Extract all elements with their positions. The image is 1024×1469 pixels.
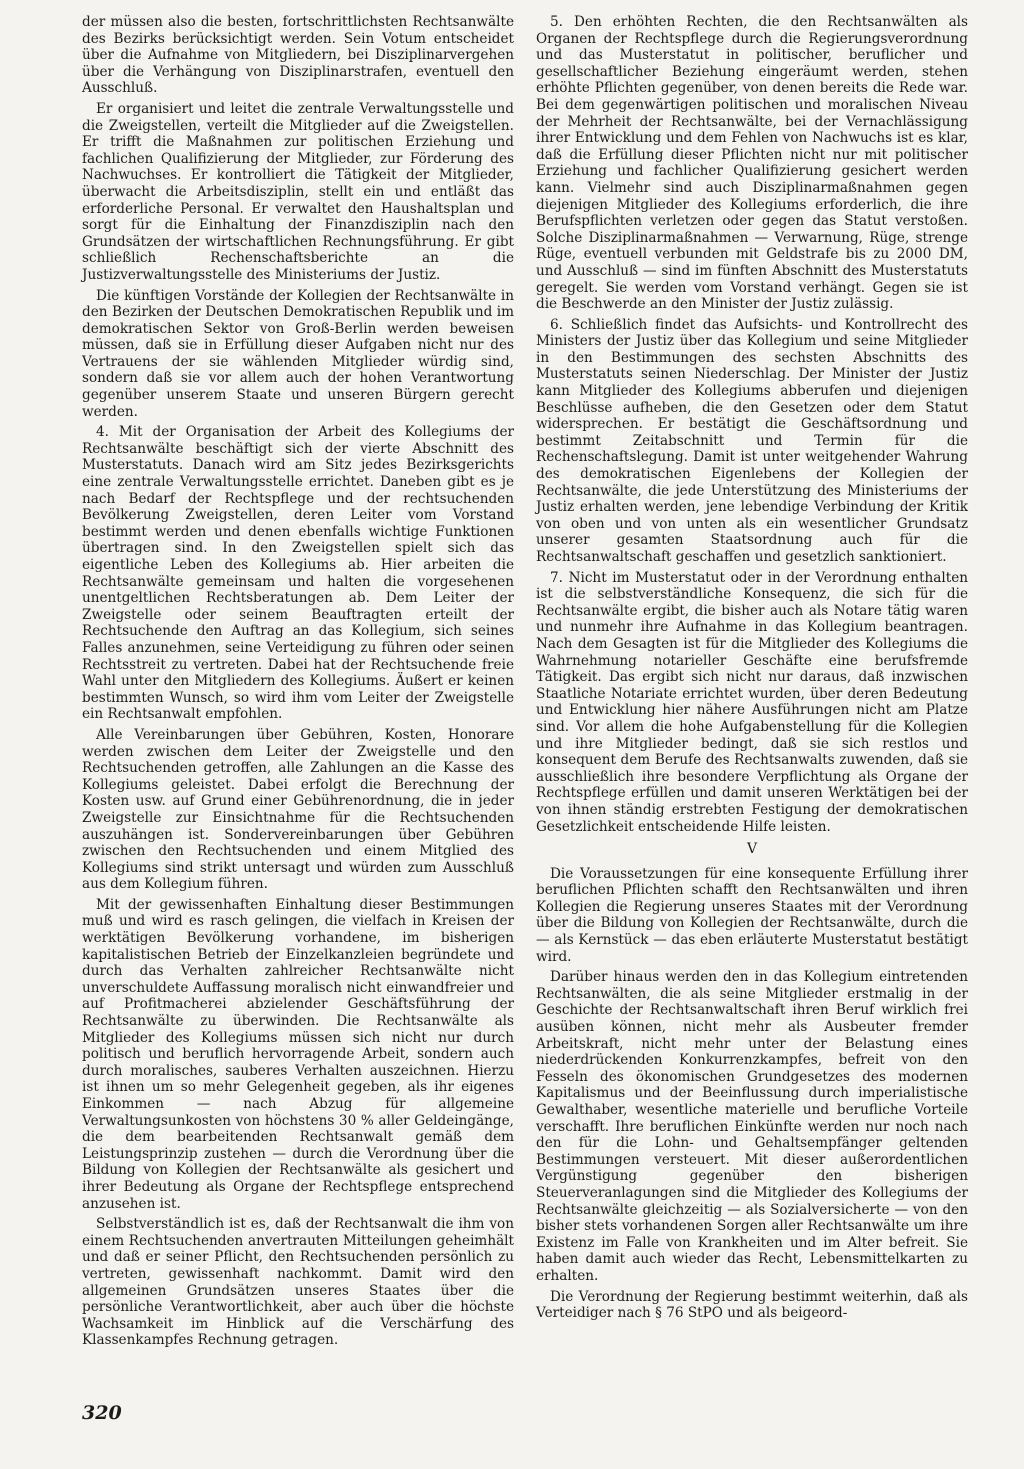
paragraph: 7. Nicht im Musterstatut oder in der Verordnung enthalten ist die selbstverständliche Konsequenz, die sich für die Rechtsanwälte ergibt, die bisher auch als Notare tätig waren und nunmehr ihre Aufnahme in das Kollegium beantragen. Nach dem Gesagten ist für die Mitglieder des Kollegiums die Wahrnehmung notarieller Geschäfte eine berufsfremde Tätigkeit. Das ergibt sich nicht nur daraus, daß inzwischen Staatliche Notariate errichtet wurden, über deren Bedeutung und Entwicklung hier nähere Ausführungen nicht am Platze sind. Vor allem die hohe Aufgabenstellung für die Kollegien und ihre Mitglieder bedingt, daß sie sich restlos und konsequent dem Berufe des Rechtsanwalts zuwenden, daß sie ausschließlich ihre besondere Verpflichtung als Organe der Rechtspflege erfüllen und damit unseren Werktätigen bei der von ihnen ständig erstrebten Festigung der demokratischen Gesetzlichkeit entscheidende Hilfe leisten.	[536, 569, 968, 835]
left-column	[82, 14, 514, 1353]
paragraph: Selbstverständlich ist es, daß der Rechtsanwalt die ihm von einem Rechtsuchenden anvertrauten Mitteilungen geheimhält und daß er seiner Pflicht, den Rechtsuchenden persönlich zu vertreten, gewissenhaft nachkommt. Damit wird den allgemeinen Grundsätzen unseres Staates über die persönliche Verantwortlichkeit, aber auch über die höchste Wachsamkeit im Hinblick auf die Verschärfung des Klassenkampfes Rechnung getragen.	[82, 1216, 514, 1349]
right-column	[536, 14, 968, 1326]
section-heading: V	[746, 841, 758, 858]
paragraph: 4. Mit der Organisation der Arbeit des Kollegiums der Rechtsanwälte beschäftigt sich der vierte Abschnitt des Musterstatuts. Danach wird am Sitz jedes Bezirksgerichts eine zentrale Verwaltungsstelle errichtet. Daneben gibt es je nach Bedarf der Rechtspflege und der rechtsuchenden Bevölkerung Zweigstellen, deren Leiter vom Vorstand bestimmt werden und denen ebenfalls wichtige Funktionen übertragen sind. In den Zweigstellen spielt sich das eigentliche Leben des Kollegiums ab. Hier arbeiten die Rechtsanwälte gemeinsam und halten die vorgesehenen unentgeltlichen Rechtsberatungen ab. Dem Leiter der Zweigstelle oder seinem Beauftragten erteilt der Rechtsuchende den Auftrag an das Kollegium, sich seines Falles anzunehmen, seine Verteidigung zu führen oder seinen Rechtsstreit zu vertreten. Dabei hat der Rechtsuchende freie Wahl unter den Mitgliedern des Kollegiums. Äußert er keinen bestimmten Wunsch, so wird ihm vom Leiter der Zweigstelle ein Rechtsanwalt empfohlen.	[82, 424, 514, 723]
paragraph: der müssen also die besten, fortschrittlichsten Rechtsanwälte des Bezirks berücksichtigt werden. Sein Votum entscheidet über die Aufnahme von Mitgliedern, bei Disziplinarvergehen über die Verhängung von Disziplinarstrafen, eventuell den Ausschluß.	[82, 14, 514, 97]
page-number: 320	[82, 1402, 122, 1424]
paragraph: Die Verordnung der Regierung bestimmt weiterhin, daß als Verteidiger nach § 76 StPO und als beigeord-	[536, 1288, 968, 1322]
paragraph: Er organisiert und leitet die zentrale Verwaltungsstelle und die Zweigstellen, verteilt die Mitglieder auf die Zweigstellen. Er trifft die Maßnahmen zur politischen Erziehung und fachlichen Qualifizierung der Mitglieder, zur Förderung des Nachwuchses. Er kontrolliert die Tätigkeit der Mitglieder, überwacht die Arbeitsdisziplin, stellt ein und entläßt das erforderliche Personal. Er verwaltet den Haushaltsplan und sorgt für die Einhaltung der Finanzdisziplin nach den Grundsätzen der wirtschaftlichen Rechnungsführung. Er gibt schließlich Rechenschaftsberichte an die Justizverwaltungsstelle des Ministeriums der Justiz.	[82, 100, 514, 283]
paragraph: Alle Vereinbarungen über Gebühren, Kosten, Honorare werden zwischen dem Leiter der Zweigstelle und den Rechtsuchenden getroffen, alle Zahlungen an die Kasse des Kollegiums geleistet. Dabei erfolgt die Berechnung der Kosten usw. auf Grund einer Gebührenordnung, die in jeder Zweigstelle zur Einsichtnahme für die Rechtsuchenden auszuhängen ist. Sondervereinbarungen über Gebühren zwischen den Rechtsuchenden und einem Mitglied des Kollegiums sind strikt untersagt und würden zum Ausschluß aus dem Kollegium führen.	[82, 726, 514, 893]
paragraph: Darüber hinaus werden den in das Kollegium eintretenden Rechtsanwälten, die als seine Mitglieder erstmalig in der Geschichte der Rechtsanwaltschaft ihren Beruf wirklich frei ausüben können, nicht mehr als Ausbeuter fremder Arbeitskraft, nicht mehr unter der Belastung eines niederdrückenden Konkurrenzkampfes, befreit von den Fesseln des ökonomischen Grundgesetzes des modernen Kapitalismus und der Beeinflussung durch imperialistische Gewalthaber, wesentliche materielle und berufliche Vorteile verschafft. Ihre beruflichen Einkünfte werden nur noch nach den für die Lohn- und Gehaltsempfänger geltenden Bestimmungen versteuert. Mit dieser außerordentlichen Vergünstigung gegenüber den bisherigen Steuerveranlagungen sind die Mitglieder des Kollegiums der Rechtsanwälte gleichzeitig — als Sozialversicherte — von den bisher stets vorhandenen Sorgen aller Rechtsanwälte um ihre Existenz im Falle von Krankheiten und im Alter befreit. Sie haben damit auch wieder das Recht, Lebensmittelkarten zu erhalten.	[536, 969, 968, 1284]
paragraph: Mit der gewissenhaften Einhaltung dieser Bestimmungen muß und wird es rasch gelingen, die vielfach in Kreisen der werktätigen Bevölkerung vorhandene, im bisherigen kapitalistischen Betrieb der Einzelkanzleien begründete und durch das Verhalten zahlreicher Rechtsanwälte nicht unverschuldete Auffassung moralisch nicht einwandfreier und auf Profitmacherei abzielender Geschäftsführung der Rechtsanwälte zu überwinden. Die Rechtsanwälte als Mitglieder des Kollegiums müssen sich nicht nur durch politisch und beruflich hervorragende Arbeit, sondern auch durch moralisches, sauberes Verhalten auszeichnen. Hierzu ist ihnen um so mehr Gelegenheit gegeben, als ihr eigenes Einkommen — nach Abzug für allgemeine Verwaltungsunkosten von höchstens 30 % aller Geldeingänge, die dem bearbeitenden Rechtsanwalt gemäß dem Leistungsprinzip zustehen — durch die Verordnung über die Bildung von Kollegien der Rechtsanwälte als gesichert und ihrer Bedeutung als Organe der Rechtspflege entsprechend anzusehen ist.	[82, 896, 514, 1212]
document-page	[82, 14, 968, 1434]
paragraph: Die künftigen Vorstände der Kollegien der Rechtsanwälte in den Bezirken der Deutschen Demokratischen Republik und im demokratischen Sektor von Groß-Berlin werden beweisen müssen, daß sie in Erfüllung dieser Aufgaben nicht nur des Vertrauens der sie wählenden Mitglieder würdig sind, sondern daß sie vor allem auch der hohen Verantwortung gegenüber unserem Staate und unseren Bürgern gerecht werden.	[82, 287, 514, 420]
paragraph: Die Voraussetzungen für eine konsequente Erfüllung ihrer beruflichen Pflichten schafft den Rechtsanwälten und ihren Kollegien die Regierung unseres Staates mit der Verordnung über die Bildung von Kollegien der Rechtsanwälte, durch die — als Kernstück — das eben erläuterte Musterstatut bestätigt wird.	[536, 865, 968, 965]
paragraph: 5. Den erhöhten Rechten, die den Rechtsanwälten als Organen der Rechtspflege durch die Regierungsverordnung und das Musterstatut in politischer, beruflicher und gesellschaftlicher Beziehung eingeräumt werden, stehen erhöhte Pflichten gegenüber, von denen bereits die Rede war. Bei dem gegenwärtigen politischen und moralischen Niveau der Mehrheit der Rechtsanwälte, bei der Vernachlässigung ihrer Entwicklung und dem Fehlen von Nachwuchs ist es klar, daß die Erfüllung dieser Pflichten nicht nur mit politischer Erziehung und fachlicher Qualifizierung gesichert werden kann. Vielmehr sind auch Disziplinarmaßnahmen gegen diejenigen Mitglieder des Kollegiums erforderlich, die ihre Berufspflichten verletzen oder gegen das Statut verstoßen. Solche Disziplinarmaßnahmen — Verwarnung, Rüge, strenge Rüge, eventuell verbunden mit Geldstrafe bis zu 2000 DM, und Ausschluß — sind im fünften Abschnitt des Musterstatuts geregelt. Sie werden vom Vorstand verhängt. Gegen sie ist die Beschwerde an den Minister der Justiz zulässig.	[536, 14, 968, 313]
paragraph: 6. Schließlich findet das Aufsichts- und Kontrollrecht des Ministers der Justiz über das Kollegium und seine Mitglieder in den Bestimmungen des sechsten Abschnitts des Musterstatuts seinen Niederschlag. Der Minister der Justiz kann Mitglieder des Kollegiums abberufen und diejenigen Beschlüsse aufheben, die den Gesetzen oder dem Statut widersprechen. Er bestätigt die Geschäftsordnung und bestimmt Zeitabschnitt und Termin für die Rechenschaftslegung. Damit ist unter weitgehender Wahrung des demokratischen Eigenlebens der Kollegien der Rechtsanwälte, die jede Unterstützung des Ministeriums der Justiz erhalten werden, jene lebendige Verbindung der Kritik von oben und von unten als ein wesentlicher Grundsatz unserer gesamten Staatsordnung auch für die Rechtsanwaltschaft geschaffen und gesetzlich sanktioniert.	[536, 316, 968, 565]
